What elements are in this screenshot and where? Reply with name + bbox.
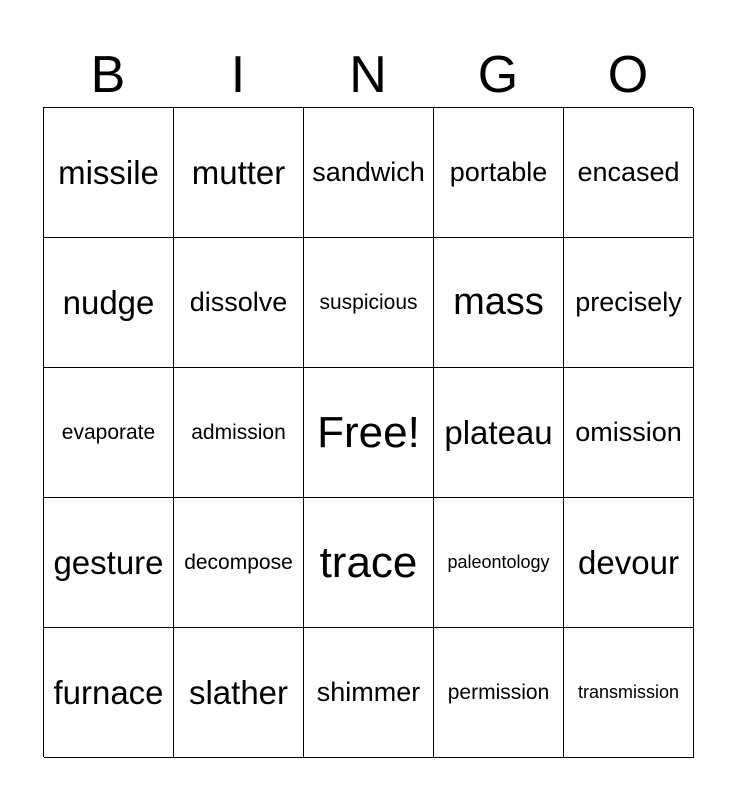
bingo-cell[interactable]: dissolve <box>174 238 304 368</box>
bingo-cell[interactable]: shimmer <box>304 628 434 758</box>
bingo-cell[interactable]: permission <box>434 628 564 758</box>
bingo-cell[interactable]: gesture <box>44 498 174 628</box>
bingo-cell[interactable]: decompose <box>174 498 304 628</box>
bingo-cell[interactable]: missile <box>44 108 174 238</box>
bingo-board <box>43 107 693 757</box>
bingo-cell[interactable]: precisely <box>564 238 694 368</box>
bingo-cell[interactable]: omission <box>564 368 694 498</box>
bingo-cell[interactable]: encased <box>564 108 694 238</box>
bingo-cell[interactable]: suspicious <box>304 238 434 368</box>
bingo-cell[interactable]: mutter <box>174 108 304 238</box>
bingo-cell[interactable]: transmission <box>564 628 694 758</box>
bingo-cell[interactable]: trace <box>304 498 434 628</box>
bingo-cell[interactable]: plateau <box>434 368 564 498</box>
bingo-cell[interactable]: furnace <box>44 628 174 758</box>
header-letter-g: G <box>477 46 519 104</box>
bingo-cell[interactable]: evaporate <box>44 368 174 498</box>
bingo-cell[interactable]: admission <box>174 368 304 498</box>
bingo-cell[interactable]: paleontology <box>434 498 564 628</box>
bingo-cell[interactable]: devour <box>564 498 694 628</box>
bingo-cell[interactable]: sandwich <box>304 108 434 238</box>
bingo-cell[interactable]: slather <box>174 628 304 758</box>
bingo-cell[interactable]: mass <box>434 238 564 368</box>
header-letter-i: I <box>230 46 246 104</box>
header-letter-o: O <box>607 46 649 104</box>
bingo-cell[interactable]: nudge <box>44 238 174 368</box>
bingo-cell[interactable]: portable <box>434 108 564 238</box>
bingo-header <box>43 42 693 108</box>
header-letter-n: N <box>349 46 387 104</box>
header-letter-b: B <box>90 46 126 104</box>
free-space-cell[interactable]: Free! <box>304 368 434 498</box>
